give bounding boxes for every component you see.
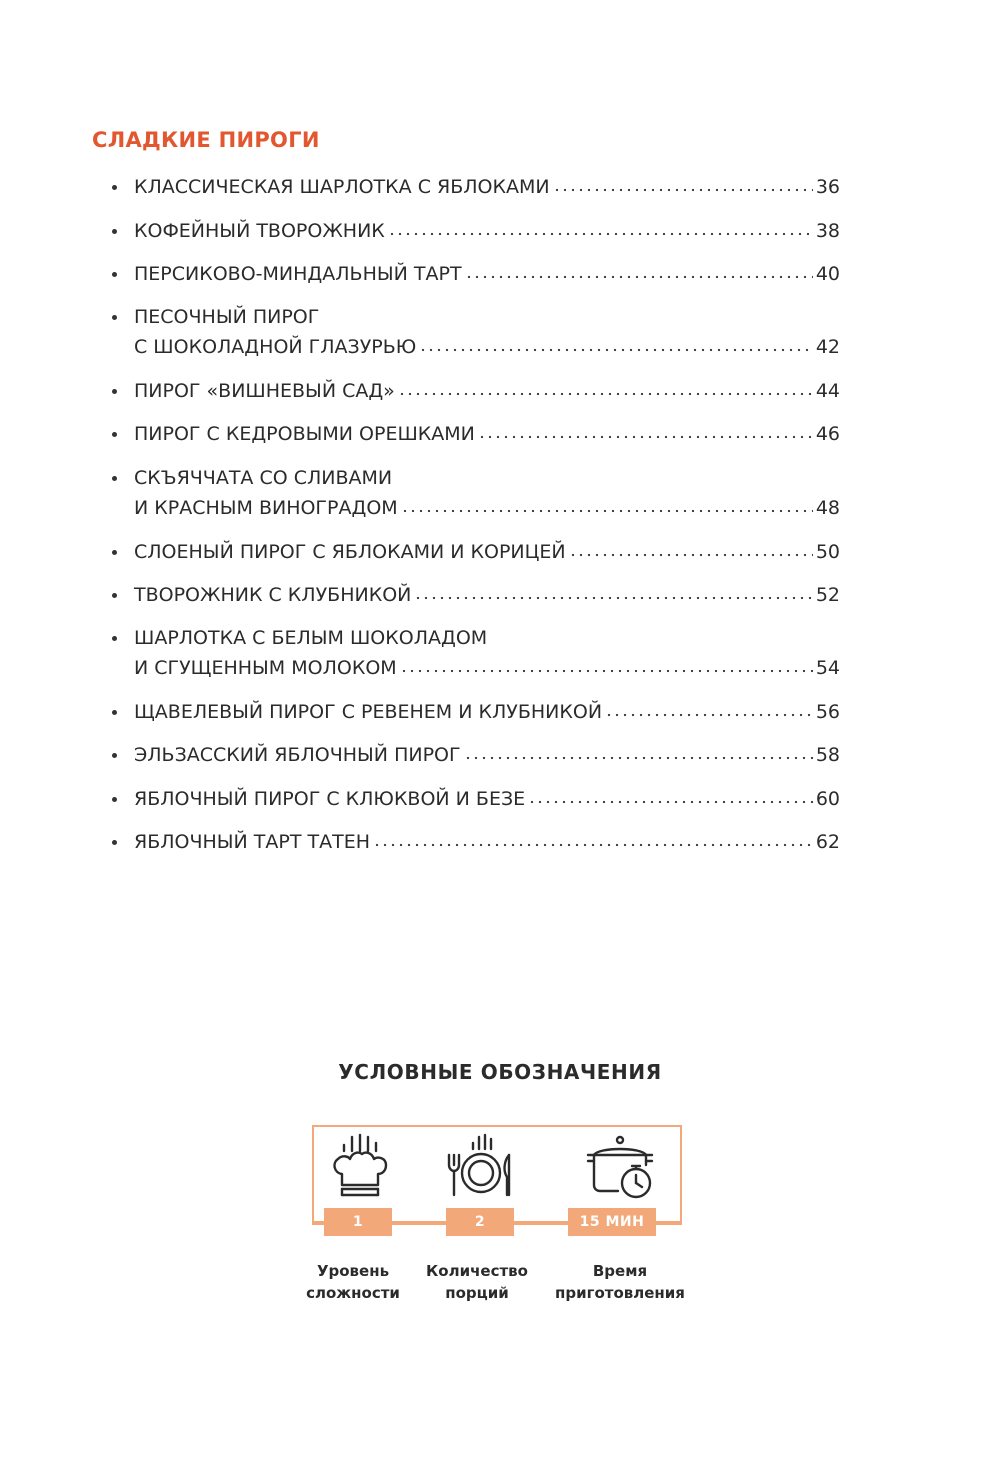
toc-title: ЭЛЬЗАССКИЙ ЯБЛОЧНЫЙ ПИРОГ bbox=[134, 744, 461, 766]
toc-title: И КРАСНЫМ ВИНОГРАДОМ bbox=[134, 497, 398, 519]
toc-entry[interactable] bbox=[100, 698, 840, 728]
toc-page-number: 50 bbox=[815, 541, 840, 563]
bullet-icon bbox=[112, 797, 117, 802]
toc-page-number: 56 bbox=[815, 701, 840, 723]
toc-entry[interactable] bbox=[100, 624, 840, 684]
bullet-icon bbox=[112, 636, 117, 641]
toc-entry[interactable] bbox=[100, 217, 840, 247]
toc-title: С ШОКОЛАДНОЙ ГЛАЗУРЬЮ bbox=[134, 336, 417, 358]
toc-entry[interactable] bbox=[100, 581, 840, 611]
dot-leader bbox=[373, 828, 813, 848]
bullet-icon bbox=[112, 229, 117, 234]
toc-title: ПИРОГ «ВИШНЕВЫЙ САД» bbox=[134, 380, 395, 402]
toc-entry[interactable] bbox=[100, 303, 840, 363]
dot-leader bbox=[400, 654, 813, 674]
toc-page-number: 60 bbox=[815, 788, 840, 810]
legend-bar bbox=[392, 1221, 446, 1225]
time-caption: Время приготовления bbox=[555, 1262, 685, 1302]
toc-entry[interactable] bbox=[100, 785, 840, 815]
time-badge: 15 МИН bbox=[568, 1208, 656, 1236]
chef-hat-icon bbox=[328, 1133, 392, 1203]
toc-entry[interactable] bbox=[100, 260, 840, 290]
dot-leader bbox=[465, 260, 813, 280]
dot-leader bbox=[464, 741, 813, 761]
toc-page-number: 46 bbox=[815, 423, 840, 445]
legend-bar bbox=[656, 1221, 682, 1225]
difficulty-badge: 1 bbox=[324, 1208, 392, 1236]
legend-title: УСЛОВНЫЕ ОБОЗНАЧЕНИЯ bbox=[338, 1060, 662, 1084]
toc-title: ЩАВЕЛЕВЫЙ ПИРОГ С РЕВЕНЕМ И КЛУБНИКОЙ bbox=[134, 701, 603, 723]
dot-leader bbox=[401, 494, 813, 514]
bullet-icon bbox=[112, 432, 117, 437]
dot-leader bbox=[398, 377, 813, 397]
toc-page-number: 58 bbox=[815, 744, 840, 766]
dot-leader bbox=[414, 581, 812, 601]
pot-timer-icon bbox=[584, 1133, 656, 1207]
toc-entry[interactable] bbox=[100, 538, 840, 568]
toc-page-number: 62 bbox=[815, 831, 840, 853]
bullet-icon bbox=[112, 753, 117, 758]
dot-leader bbox=[478, 420, 813, 440]
toc-title: КЛАССИЧЕСКАЯ ШАРЛОТКА С ЯБЛОКАМИ bbox=[134, 176, 550, 198]
toc-entry[interactable] bbox=[100, 741, 840, 771]
toc-page-number: 36 bbox=[815, 176, 840, 198]
dot-leader bbox=[553, 173, 813, 193]
toc-title: СКЪЯЧЧАТА СО СЛИВАМИ bbox=[134, 467, 393, 489]
bullet-icon bbox=[112, 550, 117, 555]
section-title: СЛАДКИЕ ПИРОГИ bbox=[92, 128, 320, 152]
bullet-icon bbox=[112, 185, 117, 190]
toc-page-number: 44 bbox=[815, 380, 840, 402]
dot-leader bbox=[569, 538, 813, 558]
bullet-icon bbox=[112, 315, 117, 320]
toc-page-number: 40 bbox=[815, 263, 840, 285]
toc-entry[interactable] bbox=[100, 828, 840, 858]
toc-title: ПЕРСИКОВО-МИНДАЛЬНЫЙ ТАРТ bbox=[134, 263, 462, 285]
legend-bar bbox=[514, 1221, 568, 1225]
toc-page-number: 42 bbox=[815, 336, 840, 358]
toc-entry[interactable] bbox=[100, 464, 840, 524]
toc-title: ТВОРОЖНИК С КЛУБНИКОЙ bbox=[134, 584, 412, 606]
dot-leader bbox=[419, 333, 813, 353]
toc-page-number: 38 bbox=[815, 220, 840, 242]
toc-title: СЛОЕНЫЙ ПИРОГ С ЯБЛОКАМИ И КОРИЦЕЙ bbox=[134, 541, 566, 563]
plate-cutlery-icon bbox=[443, 1133, 519, 1203]
toc-title: КОФЕЙНЫЙ ТВОРОЖНИК bbox=[134, 220, 385, 242]
toc-page-number: 54 bbox=[815, 657, 840, 679]
toc-page-number: 52 bbox=[815, 584, 840, 606]
toc-title: ЯБЛОЧНЫЙ ПИРОГ С КЛЮКВОЙ И БЕЗЕ bbox=[134, 788, 526, 810]
bullet-icon bbox=[112, 840, 117, 845]
toc-entry[interactable] bbox=[100, 377, 840, 407]
dot-leader bbox=[388, 217, 813, 237]
bullet-icon bbox=[112, 476, 117, 481]
toc-title: ПИРОГ С КЕДРОВЫМИ ОРЕШКАМИ bbox=[134, 423, 475, 445]
difficulty-caption: Уровень сложности bbox=[306, 1262, 400, 1302]
toc-entry[interactable] bbox=[100, 420, 840, 450]
bullet-icon bbox=[112, 389, 117, 394]
dot-leader bbox=[605, 698, 813, 718]
toc-page-number: 48 bbox=[815, 497, 840, 519]
bullet-icon bbox=[112, 710, 117, 715]
legend-bar bbox=[312, 1221, 324, 1225]
toc-entry[interactable] bbox=[100, 173, 840, 203]
bullet-icon bbox=[112, 272, 117, 277]
bullet-icon bbox=[112, 593, 117, 598]
toc-title: ШАРЛОТКА С БЕЛЫМ ШОКОЛАДОМ bbox=[134, 627, 488, 649]
toc-title: ПЕСОЧНЫЙ ПИРОГ bbox=[134, 306, 320, 328]
toc-title: ЯБЛОЧНЫЙ ТАРТ ТАТЕН bbox=[134, 831, 371, 853]
servings-caption: Количество порций bbox=[426, 1262, 528, 1302]
dot-leader bbox=[528, 785, 813, 805]
servings-badge: 2 bbox=[446, 1208, 514, 1236]
toc-title: И СГУЩЕННЫМ МОЛОКОМ bbox=[134, 657, 397, 679]
